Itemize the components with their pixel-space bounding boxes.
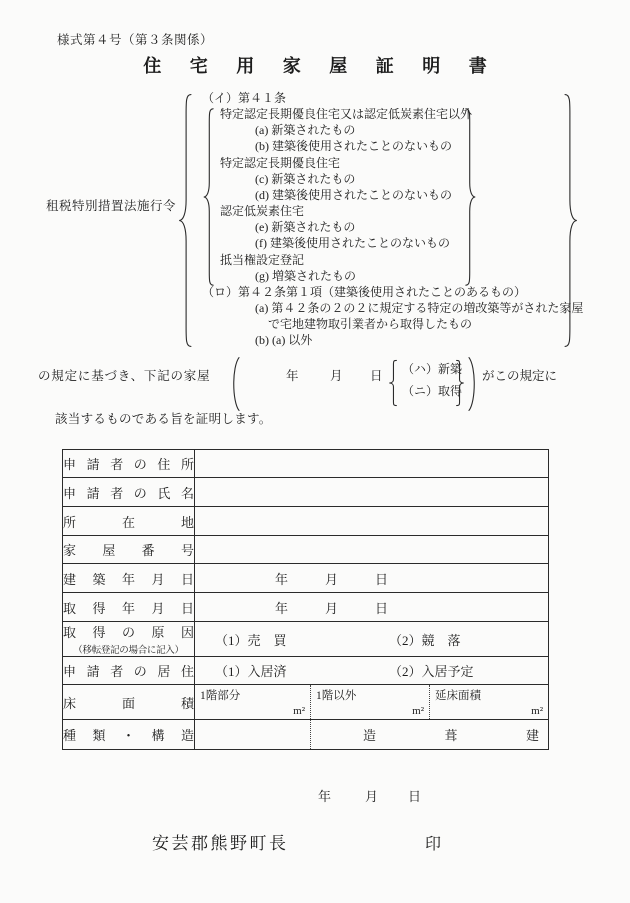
outer-left-brace-icon	[177, 92, 192, 349]
option-new-construction: （ハ）新築	[402, 362, 463, 376]
floor-area-other-floors	[311, 685, 430, 719]
square-meter-unit: m²	[531, 705, 543, 717]
row-label-note: （移転登記の場合に記入）	[73, 646, 184, 656]
option-planned-move-in: （2）入居予定	[389, 664, 474, 679]
law-clause-line: （イ）第４１条	[202, 91, 287, 105]
seal-mark: 印	[425, 836, 442, 853]
law-clause-line: 特定認定長期優良住宅又は認定低炭素住宅以外	[220, 107, 473, 122]
footer-year-label: 年	[318, 789, 332, 804]
structure-unit-buki: 葺	[444, 728, 458, 743]
construction-date-field	[195, 569, 548, 588]
square-meter-unit: m²	[293, 705, 305, 717]
structure-unit-zou: 造	[363, 728, 377, 743]
option-auction: （2）競 落	[389, 632, 461, 648]
cell-label: 1階以外	[316, 690, 357, 702]
row-label: 家 屋 番 号	[63, 543, 194, 558]
law-clause-line: 特定認定長期優良住宅	[220, 155, 341, 170]
law-clause-line: (b) (a) 以外	[255, 333, 313, 348]
law-clause-line: (d) 建築後使用されたことのないもの	[255, 187, 452, 202]
year-label: 年	[275, 571, 289, 587]
location-field	[195, 507, 549, 536]
options-left-brace-icon	[388, 360, 397, 406]
certify-year-label: 年	[286, 369, 299, 383]
row-label: 所 在 地	[63, 514, 194, 530]
row-label: 申 請 者 の 氏 名	[63, 485, 194, 501]
type-structure-field	[195, 720, 548, 749]
day-label: 日	[375, 600, 389, 616]
certify-month-label: 月	[330, 369, 343, 383]
acquisition-cause-options	[195, 630, 548, 649]
day-label: 日	[375, 571, 389, 587]
law-clause-line: (e) 新築されたもの	[255, 220, 356, 235]
month-label: 月	[325, 571, 339, 587]
applicant-address-field	[195, 450, 549, 478]
table-row-applicant-address	[63, 450, 549, 478]
floor-area-cells	[195, 685, 548, 719]
house-number-field	[195, 536, 549, 564]
law-clause-line: 抵当権設定登記	[220, 252, 305, 267]
row-label: 床 面 積	[63, 695, 194, 711]
year-label: 年	[275, 600, 289, 616]
law-clause-list	[202, 90, 584, 349]
month-label: 月	[325, 600, 339, 616]
certificate-form-table	[62, 449, 549, 750]
certify-sentence-prefix: の規定に基づき、下記の家屋	[38, 369, 211, 383]
issuer-mayor-name: 安芸郡熊野町長	[152, 834, 289, 853]
row-label: 建 築 年 月 日	[63, 571, 194, 587]
certify-day-label: 日	[370, 369, 383, 383]
table-row-location	[63, 507, 549, 536]
law-clause-line: (g) 増築されたもの	[255, 268, 356, 283]
option-acquisition: （ニ）取得	[402, 384, 463, 398]
structure-unit-date: 建	[525, 728, 539, 743]
law-clause-line: (b) 建築後使用されたことのないもの	[255, 139, 452, 154]
certify-sentence-suffix: がこの規定に	[482, 369, 558, 383]
date-left-paren-icon	[228, 357, 240, 411]
row-label: 申 請 者 の 住 所	[63, 457, 194, 472]
law-clause-line: 認定低炭素住宅	[220, 204, 305, 219]
form-number: 様式第４号（第３条関係）	[57, 33, 214, 47]
table-row-acquisition-cause	[63, 622, 549, 657]
floor-area-first-floor	[195, 685, 311, 719]
row-label: 取 得 年 月 日	[63, 600, 194, 616]
cell-label: 延床面積	[435, 690, 481, 702]
law-clause-line: (c) 新築されたもの	[255, 171, 356, 186]
law-clause-line: (a) 第４２条の２の２に規定する特定の増改築等がされた家屋	[255, 301, 584, 316]
law-clause-line: （ロ）第４２条第１項（建築後使用されたことのあるもの）	[202, 284, 527, 299]
square-meter-unit: m²	[412, 705, 424, 717]
row-label: 申 請 者 の 居 住	[63, 664, 194, 679]
option-sale: （1）売 買	[215, 632, 287, 648]
row-label: 種 類 ・ 構 造	[63, 728, 194, 743]
floor-area-total	[430, 685, 548, 719]
certify-sentence-closing: 該当するものである旨を証明します。	[55, 412, 272, 426]
law-name-label: 租税特別措置法施行令	[46, 199, 177, 213]
table-row-type-structure	[63, 720, 549, 750]
date-right-paren-icon	[468, 357, 480, 411]
table-row-acquisition-date	[63, 593, 549, 622]
table-row-floor-area	[63, 685, 549, 720]
row-label: 取 得 の 原 因	[63, 625, 194, 640]
table-row-applicant-name	[63, 478, 549, 507]
table-row-applicant-residence	[63, 657, 549, 685]
residence-options	[195, 661, 548, 680]
structure-blank-cell	[195, 720, 311, 749]
applicant-name-field	[195, 478, 549, 507]
acquisition-date-field	[195, 598, 548, 617]
options-right-brace-icon	[456, 360, 465, 406]
page-title: 住 宅 用 家 屋 証 明 書	[143, 56, 499, 76]
footer-month-label: 月	[365, 789, 379, 804]
footer-day-label: 日	[408, 789, 422, 804]
law-clause-line: で宅地建物取引業者から取得したもの	[268, 317, 473, 332]
table-row-construction-date	[63, 564, 549, 593]
law-clause-line: (f) 建築後使用されたことのないもの	[255, 236, 450, 251]
law-clause-line: (a) 新築されたもの	[255, 123, 356, 138]
option-moved-in: （1）入居済	[215, 664, 287, 679]
table-row-house-number	[63, 536, 549, 564]
cell-label: 1階部分	[200, 690, 241, 702]
